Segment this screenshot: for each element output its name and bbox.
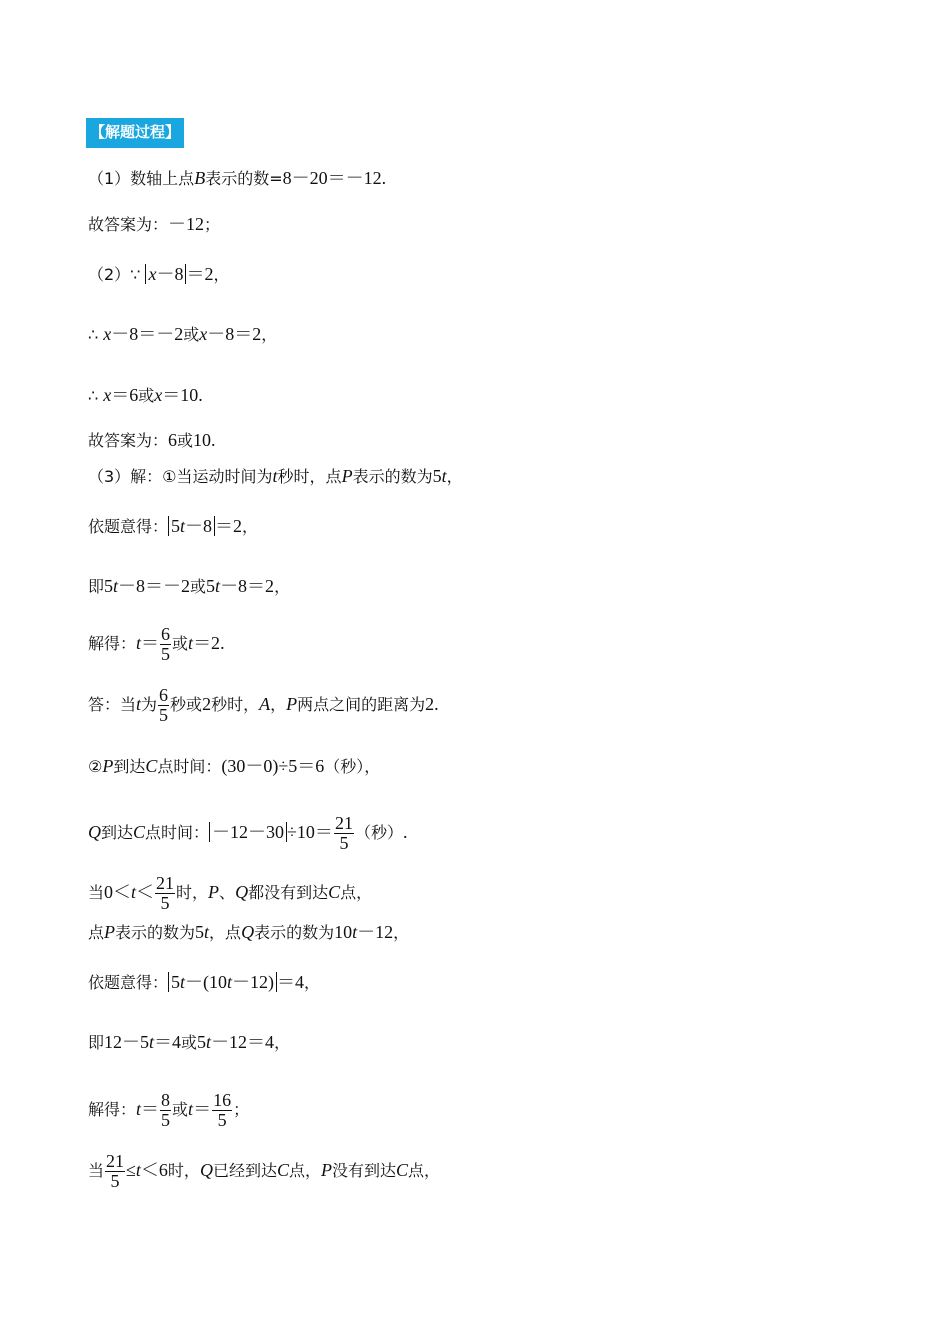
fraction: $\frac{21}{5}$ <box>106 1151 125 1191</box>
absolute-value: －12－30 <box>209 822 287 842</box>
line-part3-answer: 答：当t为 $\frac{6}{5}$ 秒或2秒时，A，P两点之间的距离为2. <box>88 685 439 725</box>
line-part1: （1）数轴上点B表示的数=8－20＝－12. <box>88 168 387 188</box>
line-distance-equation: 依题意得： 5t－(10t－12) ＝4， <box>88 972 321 992</box>
line-answer2: 故答案为：6或10. <box>88 430 216 450</box>
line-answer1: 故答案为：－12； <box>88 214 221 234</box>
line-part3-equation: 依题意得： 5t－8 ＝2， <box>88 516 259 536</box>
line-distance-solved: 解得：t＝ $\frac{8}{5}$ 或t＝ $\frac{16}{5}$ ； <box>88 1090 250 1130</box>
line-p-arrival-time: ②P到达C点时间：(30－0)÷5＝6（秒）， <box>88 756 381 776</box>
line-distance-cases: 即12－5t＝4或5t－12＝4， <box>88 1032 291 1052</box>
absolute-value: x－8 <box>145 264 186 284</box>
absolute-value: 5t－8 <box>168 516 215 536</box>
line-positions: 点P表示的数为5t，点Q表示的数为10t－12， <box>88 922 410 942</box>
absolute-value: 5t－(10t－12) <box>168 972 277 992</box>
fraction: $\frac{8}{5}$ <box>161 1090 171 1130</box>
solution-process-badge: 【解题过程】 <box>86 118 184 148</box>
line-part3-cases: 即5t－8＝－2或5t－8＝2， <box>88 576 291 596</box>
line-q-arrival-time: Q到达C点时间： －12－30 ÷10＝ $\frac{21}{5}$ （秒）. <box>88 813 408 853</box>
line-part2-given: （2）∵ x－8 ＝2， <box>88 264 230 284</box>
line-part3-intro: （3）解：①当运动时间为t秒时，点P表示的数为5t， <box>88 466 463 486</box>
line-case-interval1: 当0＜t＜ $\frac{21}{5}$ 时，P、Q都没有到达C点， <box>88 873 373 913</box>
line-case-interval2: 当 $\frac{21}{5}$ ≤t＜6时，Q已经到达C点，P没有到达C点， <box>88 1151 441 1191</box>
line-part2-cases: ∴ x－8＝－2或x－8＝2， <box>88 324 278 344</box>
fraction: $\frac{21}{5}$ <box>156 873 175 913</box>
fraction: $\frac{6}{5}$ <box>159 685 169 725</box>
line-part3-solved: 解得：t＝ $\frac{6}{5}$ 或t＝2. <box>88 624 225 664</box>
line-part2-solution: ∴ x＝6或x＝10. <box>88 385 203 405</box>
fraction: $\frac{16}{5}$ <box>213 1090 232 1130</box>
fraction: $\frac{6}{5}$ <box>161 624 171 664</box>
fraction: $\frac{21}{5}$ <box>334 813 353 853</box>
